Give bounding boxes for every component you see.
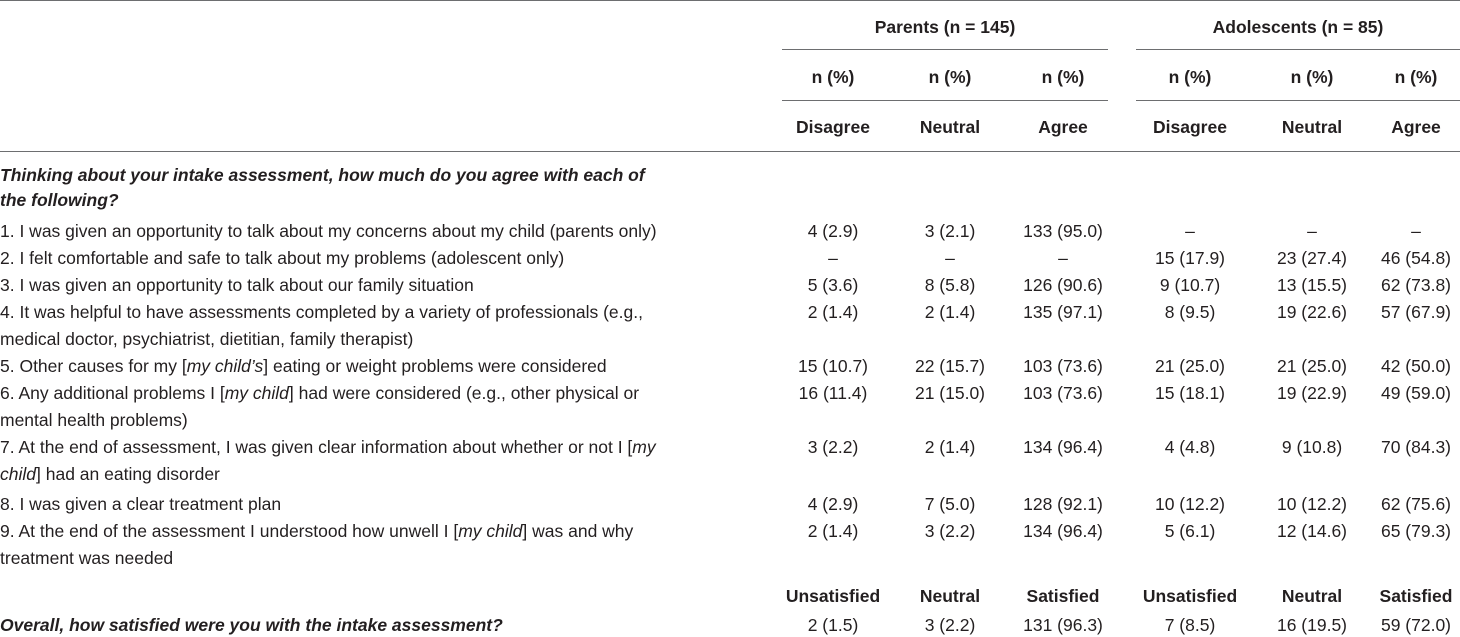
satisfaction-header: Unsatisfied (1142, 586, 1238, 606)
overall-value: 2 (1.5) (807, 615, 859, 635)
table-cell-value: 49 (59.0) (1380, 383, 1452, 403)
table-cell-value: 16 (11.4) (798, 383, 868, 403)
question-text-italic: my (632, 437, 656, 457)
table-cell-value: 65 (79.3) (1380, 521, 1452, 541)
n-percent-header: n (%) (928, 67, 972, 87)
question-text-segment: 9. At the end of the assessment I understood how unwell I [ (0, 521, 459, 541)
row-question-text (0, 300, 643, 324)
table-cell-value: 4 (4.8) (1164, 437, 1216, 457)
table-cell-value: 15 (17.9) (1154, 248, 1226, 268)
table-cell-value: – (945, 248, 955, 268)
response-header: Disagree (796, 117, 870, 137)
table-cell-value: 5 (3.6) (807, 275, 859, 295)
table-cell-value: 15 (18.1) (1154, 383, 1226, 403)
response-header: Neutral (1281, 117, 1343, 137)
n-percent-header: n (%) (1041, 67, 1085, 87)
response-header: Disagree (1153, 117, 1227, 137)
table-cell-value: 12 (14.6) (1276, 521, 1348, 541)
table-cell-value: 62 (75.6) (1380, 494, 1452, 514)
question-text-italic: my child’s (186, 356, 264, 376)
table-cell-value: 19 (22.6) (1276, 302, 1348, 322)
table-cell-value: 128 (92.1) (1023, 494, 1103, 514)
n-percent-header: n (%) (811, 67, 855, 87)
table-cell-value: 3 (2.2) (924, 521, 976, 541)
table-cell-value: 2 (1.4) (807, 521, 859, 541)
group-rule-parents (782, 49, 1108, 50)
table-cell-value: 103 (73.6) (1023, 356, 1103, 376)
n-percent-header: n (%) (1290, 67, 1334, 87)
row-question-text (0, 462, 220, 486)
question-text-segment: 2. I felt comfortable and safe to talk about my problems (adolescent only) (0, 248, 565, 268)
question-text-segment: 8. I was given a clear treatment plan (0, 494, 282, 514)
row-question-text (0, 435, 656, 459)
n-rule-parents (782, 100, 1108, 101)
question-text-italic: child (0, 464, 36, 484)
table-cell-value: 10 (12.2) (1276, 494, 1348, 514)
row-question-text (0, 246, 564, 270)
table-cell-value: – (1411, 221, 1421, 241)
table-cell-value: 7 (5.0) (924, 494, 976, 514)
satisfaction-header: Unsatisfied (785, 586, 881, 606)
table-cell-value: 135 (97.1) (1023, 302, 1103, 322)
overall-value: 3 (2.2) (924, 615, 976, 635)
row-question-text (0, 492, 281, 516)
table-cell-value: 133 (95.0) (1023, 221, 1103, 241)
satisfaction-header: Neutral (1281, 586, 1343, 606)
table-cell-value: 103 (73.6) (1023, 383, 1103, 403)
question-text-segment: 6. Any additional problems I [ (0, 383, 225, 403)
question-text-italic: my child (458, 521, 523, 541)
question-text-segment: 3. I was given an opportunity to talk about our family situation (0, 275, 474, 295)
question-text-segment: medical doctor, psychiatrist, dietitian, family therapist) (0, 329, 414, 349)
response-header: Neutral (919, 117, 981, 137)
table-cell-value: 3 (2.1) (924, 221, 976, 241)
row-question-text (0, 408, 188, 432)
group-rule-adolescents (1136, 49, 1460, 50)
n-percent-header: n (%) (1168, 67, 1212, 87)
group-header-adolescents: Adolescents (n = 85) (1212, 17, 1384, 37)
question-text-segment: 4. It was helpful to have assessments completed by a variety of professionals (e.g., (0, 302, 643, 322)
response-header: Agree (1038, 117, 1088, 137)
table-cell-value: 4 (2.9) (807, 494, 859, 514)
table-cell-value: 23 (27.4) (1276, 248, 1348, 268)
table-cell-value: 5 (6.1) (1164, 521, 1216, 541)
table-cell-value: 2 (1.4) (807, 302, 859, 322)
table-cell-value: 134 (96.4) (1023, 437, 1103, 457)
table-cell-value: 9 (10.8) (1281, 437, 1343, 457)
table-cell-value: – (1307, 221, 1317, 241)
row-question-text (0, 327, 413, 351)
satisfaction-header: Neutral (919, 586, 981, 606)
table-cell-value: 126 (90.6) (1023, 275, 1103, 295)
group-header-parents: Parents (n = 145) (874, 17, 1016, 37)
section-title-line-1: Thinking about your intake assessment, how much do you agree with each of (0, 165, 645, 185)
question-text-segment: ] had were considered (e.g., other physical or (288, 383, 640, 403)
question-text-segment: mental health problems) (0, 410, 188, 430)
table-cell-value: 10 (12.2) (1154, 494, 1226, 514)
table-cell-value: – (828, 248, 838, 268)
question-text-segment: ] had an eating disorder (36, 464, 220, 484)
overall-value: 7 (8.5) (1164, 615, 1216, 635)
row-question-text (0, 546, 173, 570)
table-cell-value: 9 (10.7) (1159, 275, 1221, 295)
question-text-segment: 1. I was given an opportunity to talk about my concerns about my child (parents only) (0, 221, 657, 241)
question-text-segment: 7. At the end of assessment, I was given clear information about whether or not I [ (0, 437, 633, 457)
n-rule-adolescents (1136, 100, 1460, 101)
overall-value: 59 (72.0) (1380, 615, 1452, 635)
table-cell-value: 2 (1.4) (924, 437, 976, 457)
table-cell-value: 2 (1.4) (924, 302, 976, 322)
satisfaction-header: Satisfied (1379, 586, 1453, 606)
table-cell-value: 19 (22.9) (1276, 383, 1348, 403)
row-question-text (0, 273, 474, 297)
question-text-segment: treatment was needed (0, 548, 174, 568)
question-text-segment: ] was and why (522, 521, 634, 541)
table-cell-value: 15 (10.7) (797, 356, 869, 376)
overall-value: 131 (96.3) (1023, 615, 1103, 635)
table-cell-value: 4 (2.9) (807, 221, 859, 241)
table-cell-value: 42 (50.0) (1380, 356, 1452, 376)
question-text-italic: my child (224, 383, 289, 403)
table-cell-value: 21 (25.0) (1276, 356, 1348, 376)
section-title-line-2: the following? (0, 190, 119, 210)
table-cell-value: 13 (15.5) (1276, 275, 1348, 295)
overall-question: Overall, how satisfied were you with the intake assessment? (0, 615, 503, 635)
table-cell-value: 22 (15.7) (914, 356, 986, 376)
table-cell-value: 46 (54.8) (1380, 248, 1452, 268)
table-cell-value: 3 (2.2) (807, 437, 859, 457)
overall-value: 16 (19.5) (1276, 615, 1348, 635)
header-bottom-rule (0, 151, 1460, 152)
row-question-text (0, 354, 607, 378)
row-question-text (0, 219, 657, 243)
table-cell-value: 8 (9.5) (1164, 302, 1216, 322)
table-cell-value: 134 (96.4) (1023, 521, 1103, 541)
row-question-text (0, 519, 633, 543)
table-cell-value: 62 (73.8) (1380, 275, 1452, 295)
table-cell-value: – (1058, 248, 1068, 268)
table-cell-value: 57 (67.9) (1380, 302, 1452, 322)
satisfaction-header: Satisfied (1026, 586, 1100, 606)
question-text-segment: 5. Other causes for my [ (0, 356, 187, 376)
table-cell-value: 8 (5.8) (924, 275, 976, 295)
table-cell-value: 70 (84.3) (1380, 437, 1452, 457)
row-question-text (0, 381, 639, 405)
response-header: Agree (1391, 117, 1441, 137)
table-cell-value: – (1185, 221, 1195, 241)
table-cell-value: 21 (15.0) (914, 383, 986, 403)
table-cell-value: 21 (25.0) (1154, 356, 1226, 376)
table-top-rule (0, 0, 1460, 1)
question-text-segment: ] eating or weight problems were considered (263, 356, 607, 376)
n-percent-header: n (%) (1394, 67, 1438, 87)
